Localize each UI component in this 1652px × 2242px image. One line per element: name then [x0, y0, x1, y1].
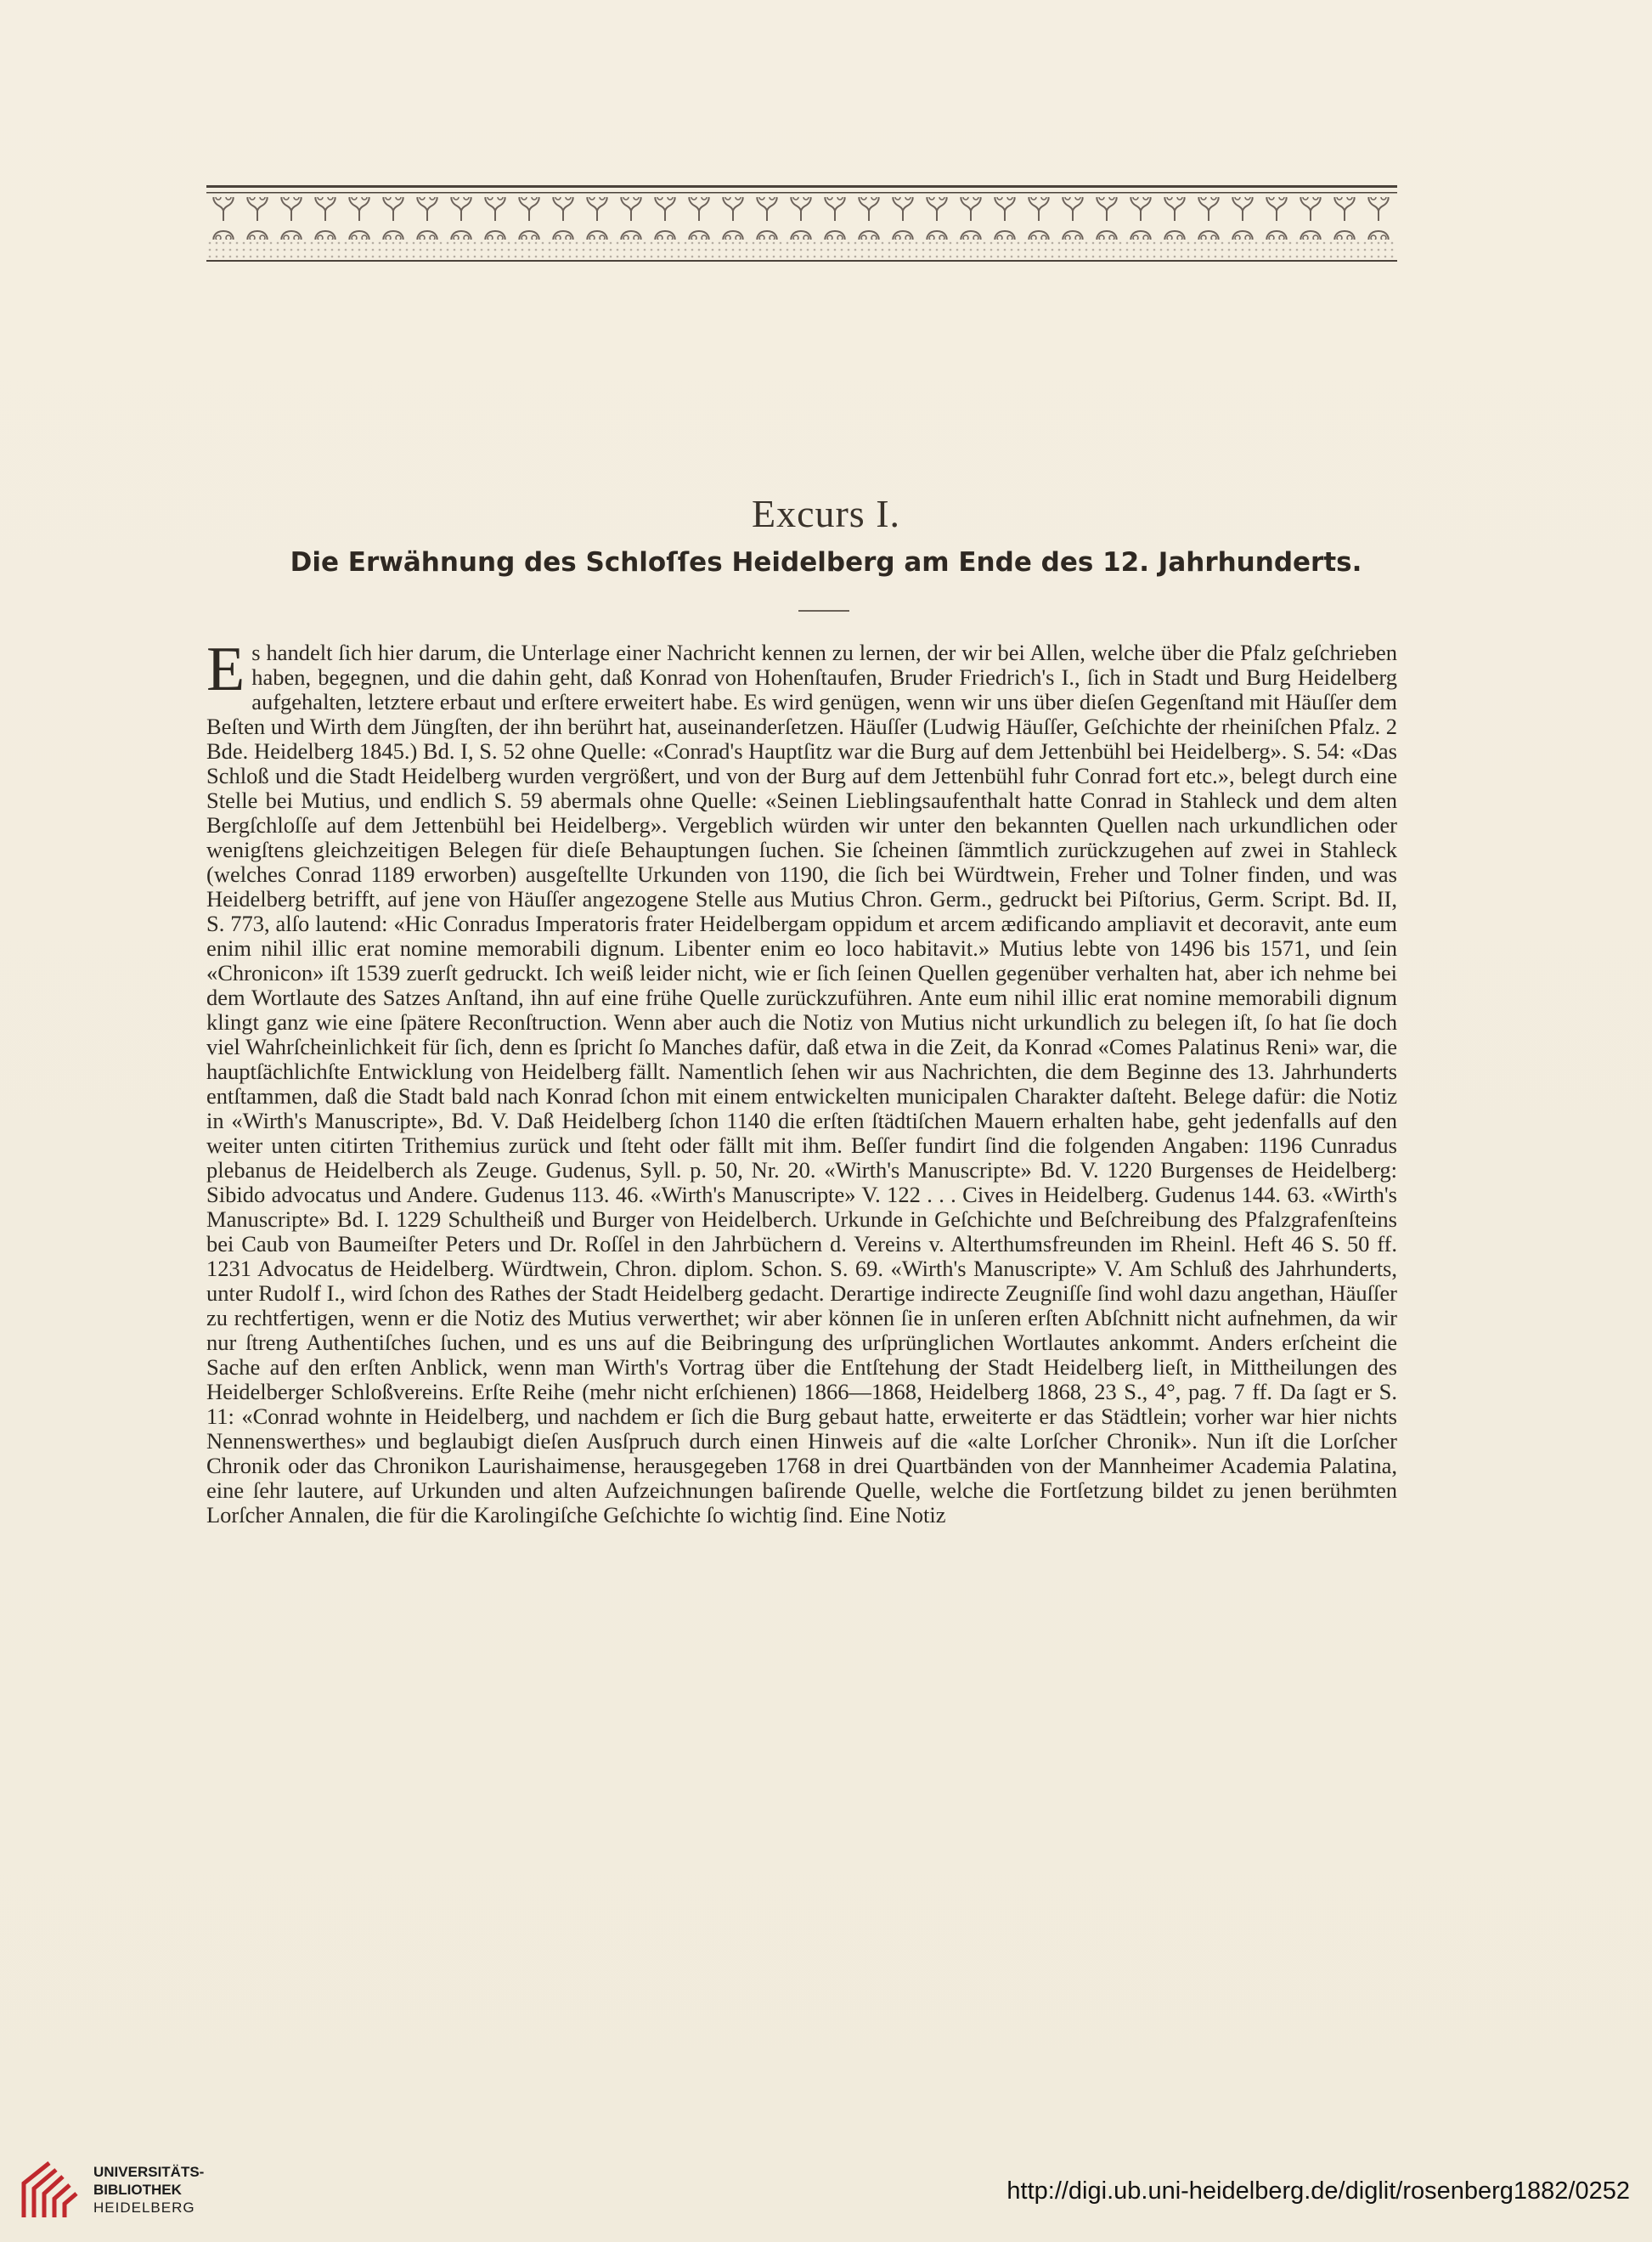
ornament-band-graphic [206, 185, 1397, 263]
library-line-2: BIBLIOTHEK [93, 2182, 182, 2198]
paragraph-body: s handelt ſich hier darum, die Unterlage einer Nachricht kennen zu lernen, der wir bei Allen, welche über die Pfalz geſchrieben haben, begegnen, und die dahin geht, daß Konrad von Hohenſtaufen, Bruder Friedrich's I., ſich in Stadt und Burg Heidelberg aufgehalten, letztere erbaut und erſtere erweitert habe. Es wird genügen, wenn wir uns über dieſen Gegenſtand mit Häuſſer dem Beſten und Wirth dem Jüngſten, der ihn berührt hat, auseinanderſetzen. Häuſſer (Ludwig Häuſſer, Geſchichte der rheiniſchen Pfalz. 2 Bde. Heidelberg 1845.) Bd. I, S. 52 ohne Quelle: «Conrad's Hauptſitz war die Burg auf dem Jettenbühl bei Heidelberg». S. 54: «Das Schloß und die Stadt Heidelberg wurden vergrößert, und von der Burg auf dem Jettenbühl fuhr Conrad fort etc.», belegt durch eine Stelle bei Mutius, und endlich S. 59 abermals ohne Quelle: «Seinen Lieblingsaufenthalt hatte Conrad in Stahleck und dem alten Bergſchloſſe auf dem Jettenbühl bei Heidelberg». Vergeblich würden wir unter den bekannten Quellen nach urkundlichen oder wenigſtens gleichzeitigen Belegen für dieſe Behauptungen ſuchen. Sie ſcheinen ſämmtlich zurückzugehen auf zwei in Stahleck (welches Conrad 1189 erworben) ausgeſtellte Urkunden von 1190, die ſich bei Würdtwein, Freher und Tolner finden, und was Heidelberg betrifft, auf jene von Häuſſer angezogene Stelle aus Mutius Chron. Germ., gedruckt bei Piſtorius, Germ. Script. Bd. II, S. 773, alſo lautend: «Hic Conradus Imperatoris frater Heidelbergam oppidum et arcem ædificando ampliavit et decoravit, ante eum enim nihil illic erat nomine memorabili dignum. Libenter enim eo loco habitavit.» Mutius lebte von 1496 bis 1571, und ſein «Chronicon» iſt 1539 zuerſt gedruckt. Ich weiß leider nicht, wie er ſich ſeinen Quellen gegenüber verhalten hat, aber ich nehme bei dem Wortlaute des Satzes Anſtand, ihn auf eine frühe Quelle zurückzuführen. Ante eum nihil illic erat nomine memorabili dignum klingt ganz wie eine ſpätere Reconſtruction. Wenn aber auch die Notiz von Mutius nicht urkundlich zu belegen iſt, ſo hat ſie doch viel Wahrſcheinlichkeit für ſich, denn es ſpricht ſo Manches dafür, daß etwa in die Zeit, da Konrad «Comes Palatinus Reni» war, die hauptſächlichſte Entwicklung von Heidelberg fällt. Namentlich ſehen wir aus Nachrichten, die dem Beginne des 13. Jahrhunderts entſtammen, daß die Stadt bald nach Konrad ſchon mit einem entwickelten municipalen Charakter daſteht. Belege dafür: die Notiz in «Wirth's Manuscripte», Bd. V. Daß Heidelberg ſchon 1140 die erſten ſtädtiſchen Mauern erhalten habe, geht jedenfalls auf den weiter unten citirten Trithemius zurück und ſteht oder fällt mit ihm. Beſſer fundirt ſind die folgenden Angaben: 1196 Cunradus plebanus de Heidelberch als Zeuge. Gudenus, Syll. p. 50, Nr. 20. «Wirth's Manuscripte» Bd. V. 1220 Burgenses de Heidelberg: Sibido advocatus und Andere. Gudenus 113. 46. «Wirth's Manuscripte» V. 122 . . . Cives in Heidelberg. Gudenus 144. 63. «Wirth's Manuscripte» Bd. I. 1229 Schultheiß und Burger von Heidelberch. Urkunde in Geſchichte und Beſchreibung des Pfalzgrafenſteins bei Caub von Baumeiſter Peters und Dr. Roſſel in den Jahrbüchern d. Vereins v. Alterthumsfreunden im Rheinl. Heft 46 S. 50 ff. 1231 Advocatus de Heidelberg. Würdtwein, Chron. diplom. Schon. S. 69. «Wirth's Manuscripte» V. Am Schluß des Jahrhunderts, unter Rudolf I., wird ſchon des Rathes der Stadt Heidelberg gedacht. Derartige indirecte Zeugniſſe ſind wohl dazu angethan, Häuſſer zu rechtfertigen, wenn er die Notiz des Mutius verwerthet; wir aber können ſie in unſeren erſten Abſchnitt nicht aufnehmen, da wir nur ſtreng Authentiſches ſuchen, und es uns auf die Beibringung des urſprünglichen Wortlautes ankommt. Anders erſcheint die Sache auf den erſten Anblick, wenn man Wirth's Vortrag über die Entſtehung der Stadt Heidelberg lieſt, in Mittheilungen des Heidelberger Schloßvereins. Erſte Reihe (mehr nicht erſchienen) 1866—1868, Heidelberg 1868, 23 S., 4°, pag. 7 ff. Da ſagt er S. 11: «Conrad wohnte in Heidelberg, und nachdem er ſich die Burg gebaut hatte, erweiterte er das Städtlein; vorher war hier nichts Nennenswerthes» und beglaubigt dieſen Ausſpruch durch einen Hinweis auf die «alte Lorſcher Chronik». Nun iſt die Lorſcher Chronik oder das Chronikon Laurishaimense, herausgegeben 1768 in drei Quartbänden von der Mannheimer Academia Palatina, eine ſehr lautere, auf Urkunden und alten Aufzeichnungen baſirende Quelle, welche die Fortſetzung bildet zu jenen berühmten Lorſcher Annalen, die für die Karolingiſche Geſchichte ſo wichtig ſind. Eine Notiz [206, 640, 1397, 1528]
decorative-border-band [206, 185, 1397, 263]
excurs-heading: Excurs I. [751, 492, 901, 535]
title-divider [798, 610, 849, 612]
library-logo-icon [19, 2158, 83, 2222]
library-line-1: UNIVERSITÄTS- [93, 2164, 205, 2180]
library-logo[interactable] [19, 2158, 273, 2226]
drop-capital: E [206, 635, 245, 704]
section-subtitle: Die Erwähnung des Schloſſes Heidelberg am Ende des 12. Jahrhunderts. [290, 547, 1362, 578]
library-line-3: HEIDELBERG [93, 2200, 195, 2216]
paragraph-text [206, 635, 1397, 1528]
main-paragraph [206, 635, 1397, 1528]
source-url-link[interactable]: http://digi.ub.uni-heidelberg.de/diglit/rosenberg1882/0252 [1006, 2177, 1630, 2205]
library-name [93, 2163, 204, 2217]
